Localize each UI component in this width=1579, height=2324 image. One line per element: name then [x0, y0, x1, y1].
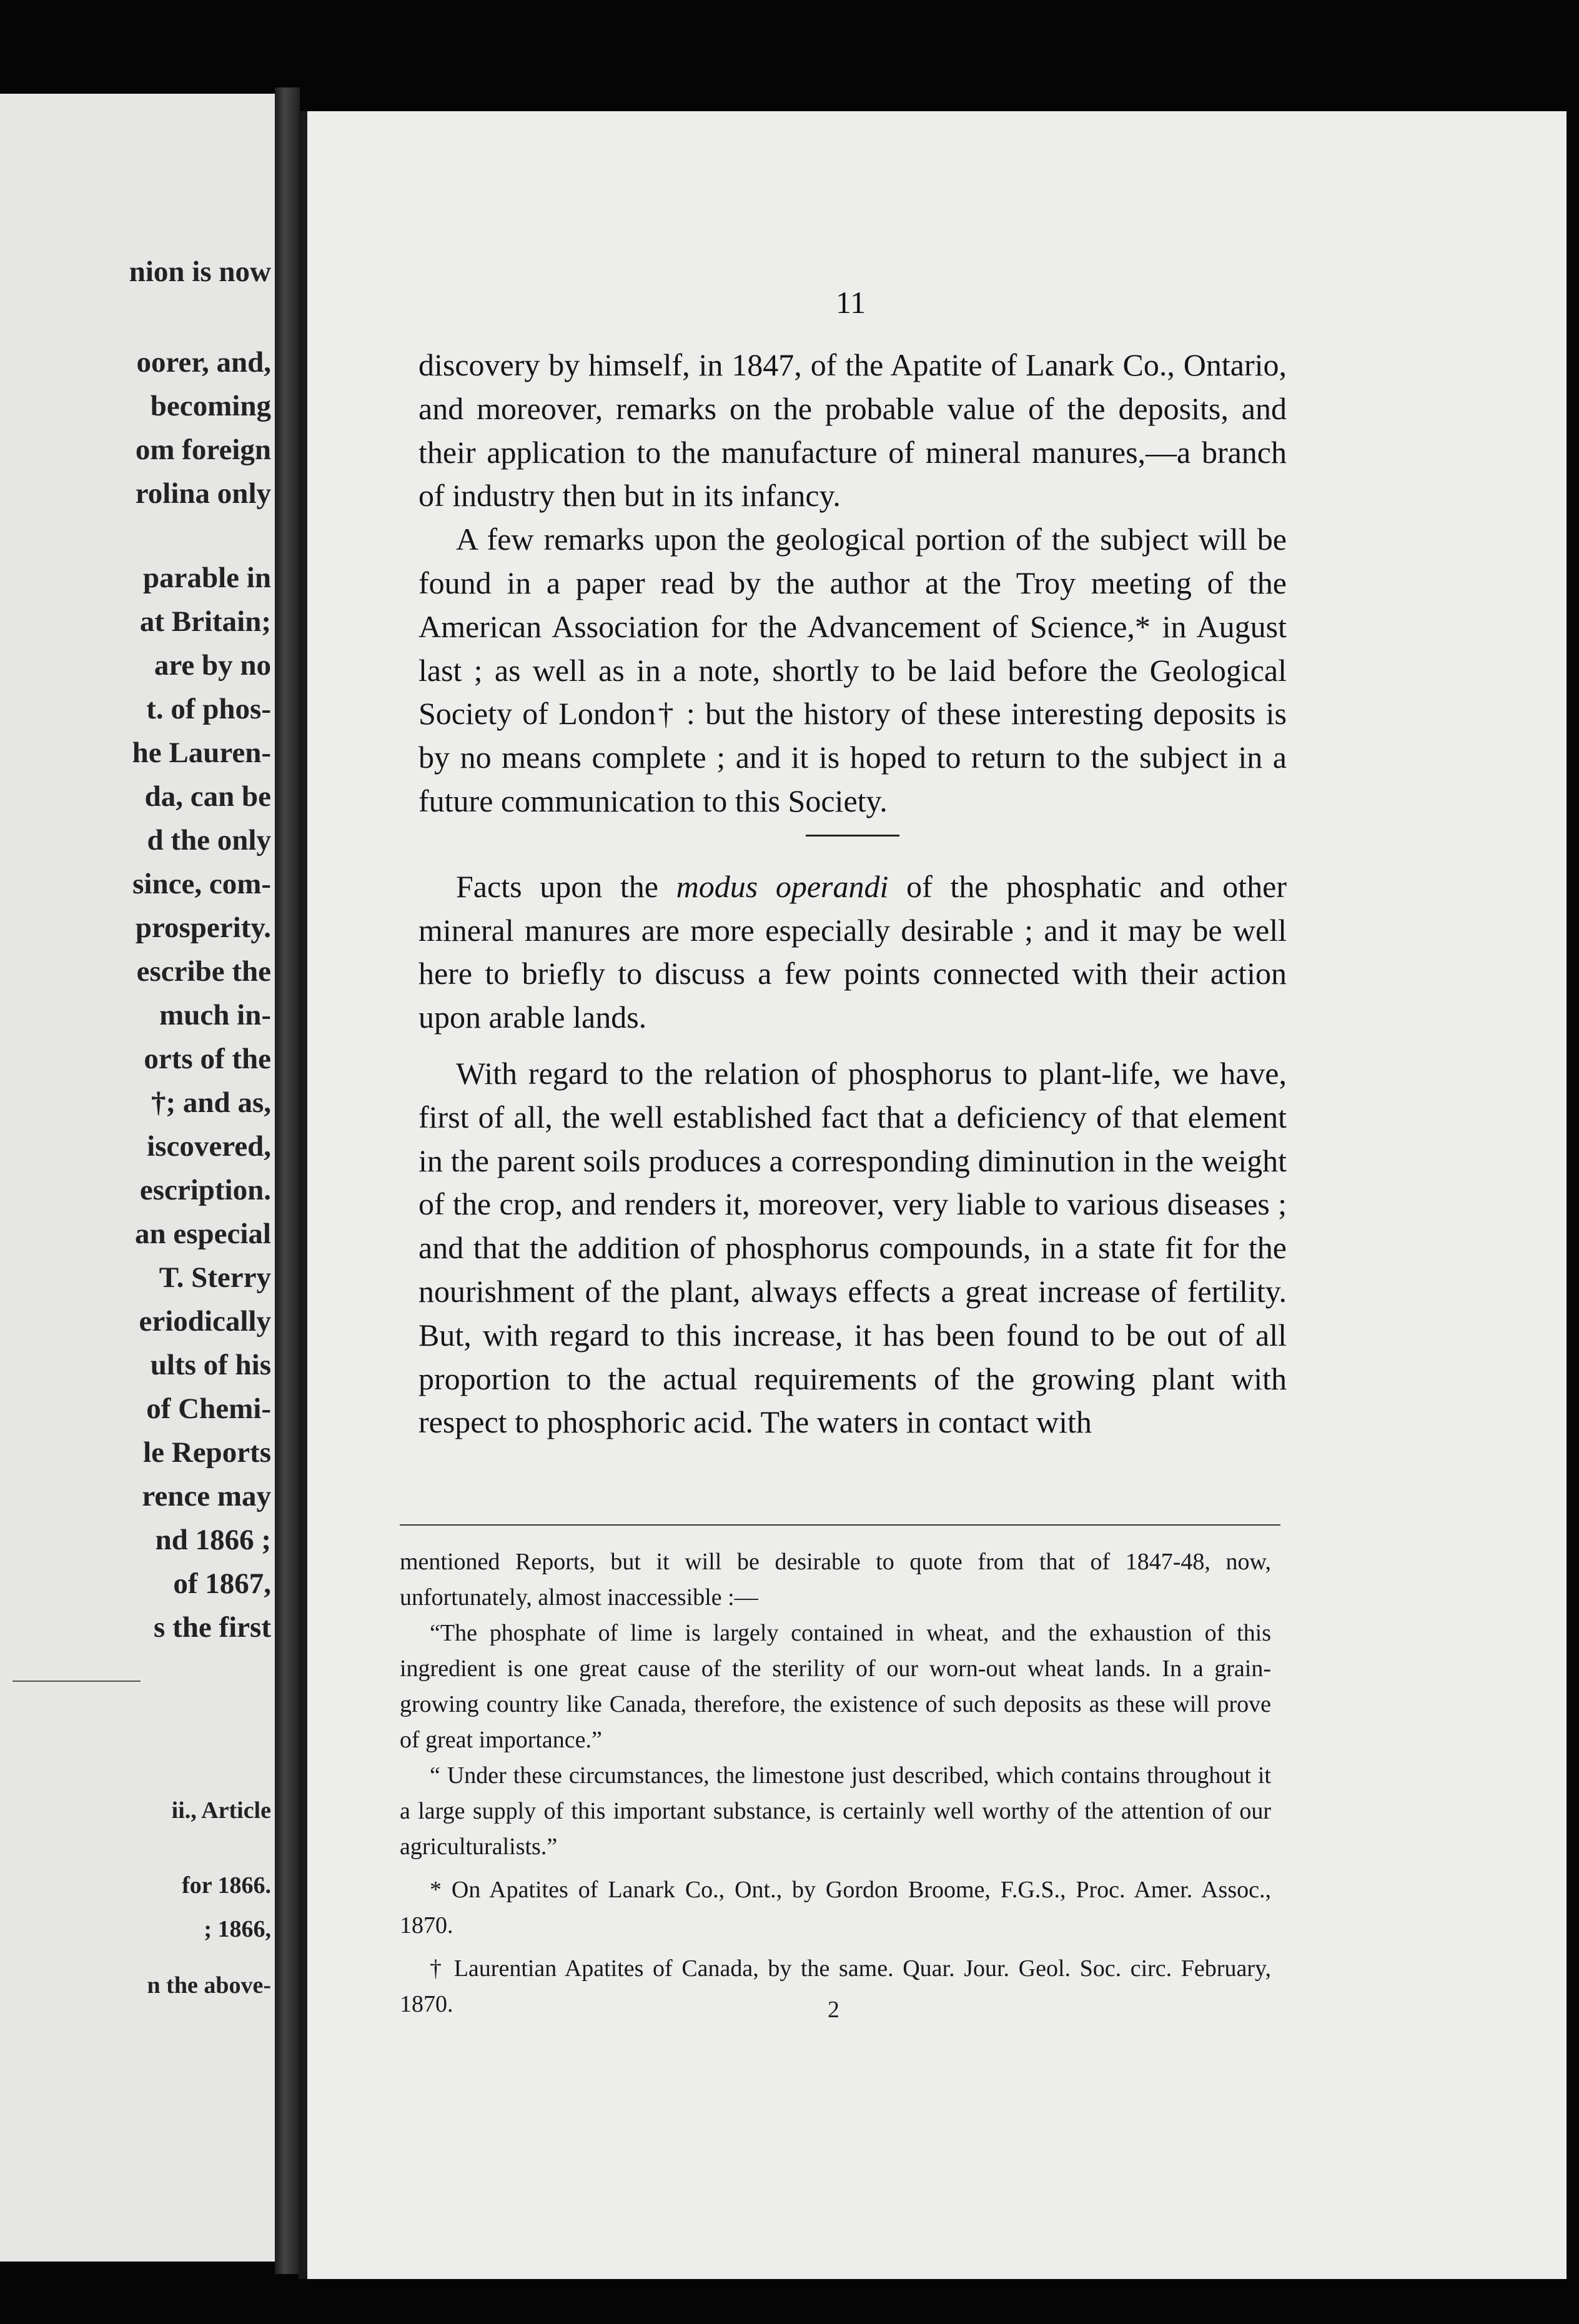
paragraph-3-start: Facts upon the: [456, 868, 676, 904]
facing-page-line: of Chemi-: [146, 1393, 271, 1425]
body-text: [418, 344, 1287, 1444]
paragraph-3: [418, 865, 1287, 1040]
facing-page-line: s the first: [154, 1611, 271, 1644]
facing-page-line: da, can be: [144, 780, 271, 813]
footnote-star: * On Apatites of Lanark Co., Ont., by Gordon Broome, F.G.S., Proc. Amer. Assoc., 1870.: [400, 1877, 1271, 1939]
footnote-quote-1: “The phosphate of lime is largely contained in wheat, and the exhaustion of this ingredient is one great cause of the sterility of our worn-out wheat lands. In a grain-growing country like Canada, therefore, the existence of such deposits as these will prove of great importance.”: [400, 1620, 1271, 1753]
paragraph-3-end: of the phosphatic and other mineral manures are more especially desirable ; and it may be well here to briefly to discuss a few points connected with their action upon arable lands.: [418, 868, 1287, 1035]
facing-page-line: ults of his: [150, 1349, 271, 1381]
facing-page-line: d the only: [147, 824, 271, 857]
facing-page-line: parable in: [142, 562, 271, 594]
footnote-quote-2: “ Under these circumstances, the limestone just described, which contains throughout it a large supply of this important substance, is certainly well worthy of the attention of our agriculturalists.”: [400, 1762, 1271, 1860]
facing-page-line: om foreign: [135, 434, 271, 466]
facing-page-line: prosperity.: [135, 911, 271, 944]
facing-page-line: t. of phos-: [146, 693, 271, 725]
facing-page-line: rence may: [142, 1480, 271, 1512]
facing-page: [0, 94, 275, 2262]
facing-page-line: are by no: [154, 649, 271, 682]
facing-page-line: since, com-: [132, 868, 271, 900]
facing-page-line: of 1867,: [173, 1567, 271, 1600]
facing-page-line: much in-: [159, 999, 271, 1031]
facing-page-line: escription.: [139, 1174, 271, 1206]
facing-page-footnote-line: for 1866.: [182, 1872, 271, 1899]
paragraph-3-italic: modus operandi: [676, 868, 889, 904]
facing-page-line: orts of the: [144, 1043, 271, 1075]
facing-page-line: T. Sterry: [159, 1261, 271, 1294]
footnotes: [400, 1544, 1271, 2022]
facing-page-line: at Britain;: [139, 605, 271, 638]
facing-page-line: rolina only: [135, 477, 271, 510]
facing-page-footnote-line: ; 1866,: [204, 1916, 271, 1942]
facing-page-line: escribe the: [136, 955, 271, 988]
facing-page-line: nd 1866 ;: [155, 1524, 271, 1556]
paragraph-2: A few remarks upon the geological portion of the subject will be found in a paper read by the author at the Troy meeting of the American Association for the Advancement of Science,* in August last ; as well as in a note, shortly to be laid before the Geological Society of London† : but the history of these interesting deposits is by no means complete ; and it is hoped to return to the subject in a future communication to this Society.: [418, 522, 1287, 818]
facing-page-line: eriodically: [139, 1305, 271, 1338]
book-gutter: [275, 87, 300, 2274]
facing-page-footnote-rule: [12, 1681, 141, 1682]
section-divider: [806, 835, 899, 837]
signature-mark: 2: [828, 1997, 839, 2023]
facing-page-line: he Lauren-: [132, 737, 271, 769]
footnote-continued: mentioned Reports, but it will be desirable to quote from that of 1847-48, now, unfortunately, almost inaccessible :—: [400, 1549, 1271, 1611]
facing-page-line: le Reports: [143, 1436, 271, 1469]
footnote-rule: [400, 1524, 1280, 1526]
facing-page-footnote-line: ii., Article: [171, 1797, 271, 1824]
paragraph-4: With regard to the relation of phosphorus to plant-life, we have, first of all, the well established fact that a deficiency of that element in the parent soils produces a corresponding diminution in the weight of the crop, and renders it, moreover, very liable to various diseases ; and that the addition of phosphorus compounds, in a state fit for the nourishment of the plant, always effects a great increase of fertility. But, with regard to this increase, it has been found to be out of all proportion to the actual requirements of the growing plant with respect to phosphoric acid. The waters in contact with: [418, 1055, 1287, 1440]
page-number: 11: [836, 285, 866, 320]
facing-page-line: oorer, and,: [136, 346, 271, 379]
facing-page-line: iscovered,: [147, 1130, 271, 1163]
facing-page-footnote-line: n the above-: [147, 1972, 271, 1999]
facing-page-line: an especial: [134, 1218, 271, 1250]
facing-page-line: becoming: [150, 390, 271, 422]
facing-page-line: †; and as,: [151, 1086, 271, 1119]
facing-page-line: nion is now: [129, 256, 271, 288]
paragraph-1: discovery by himself, in 1847, of the Apatite of Lanark Co., Ontario, and moreover, remarks on the probable value of the deposits, and their application to the manufacture of mineral manures,—a branch of industry then but in its infancy.: [418, 347, 1287, 514]
footnote-dagger: † Laurentian Apatites of Canada, by the same. Quar. Jour. Geol. Soc. circ. February, 1870.: [400, 1955, 1271, 2017]
